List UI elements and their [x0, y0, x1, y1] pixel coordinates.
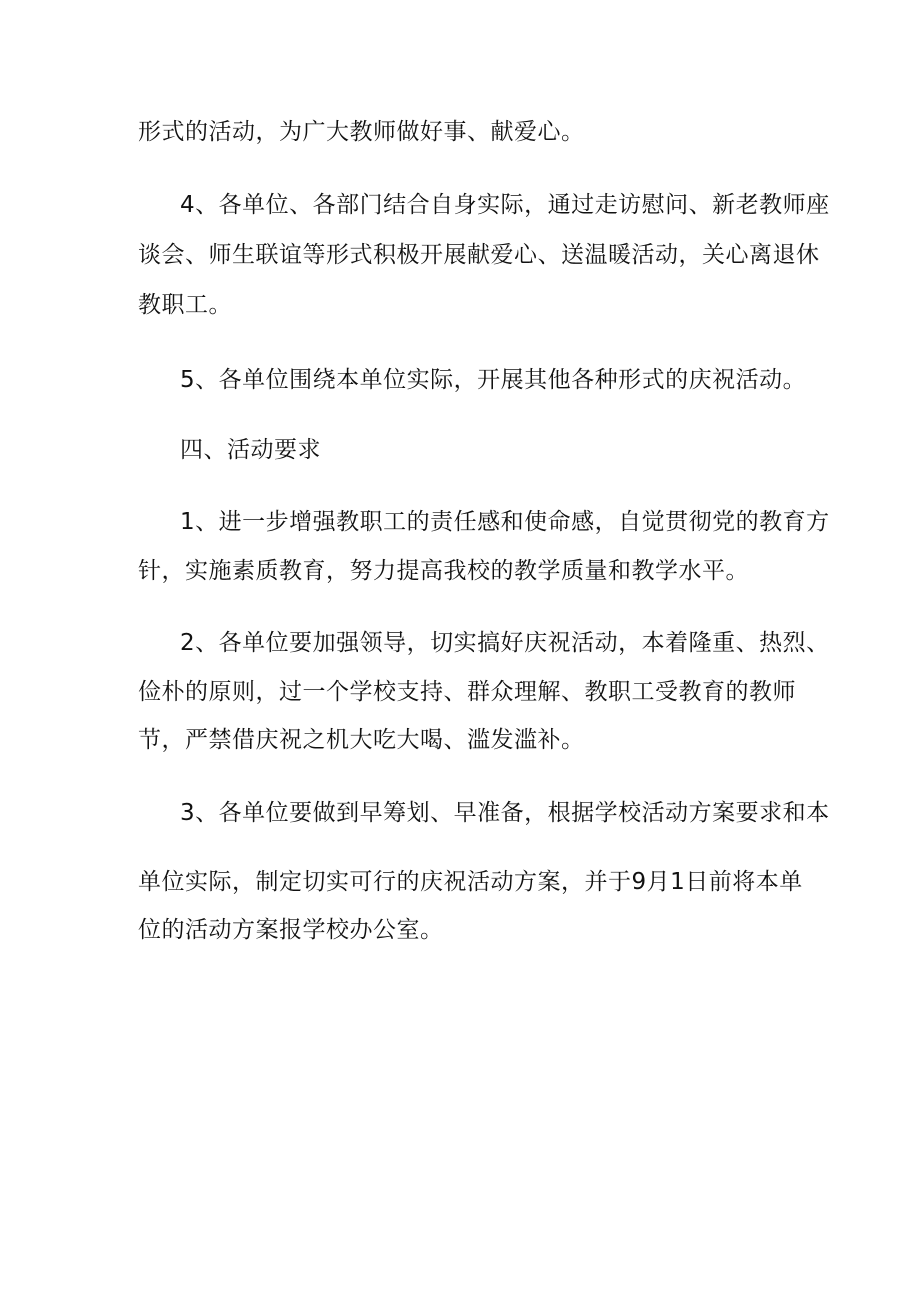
req-2-line-3: 节，严禁借庆祝之机大吃大喝、滥发滥补。 — [138, 727, 585, 753]
item-4-line-3: 教职工。 — [138, 292, 232, 318]
item-4-line-2: 谈会、师生联谊等形式积极开展献爱心、送温暖活动，关心离退休 — [138, 242, 820, 268]
req-3-line-3: 位的活动方案报学校办公室。 — [138, 917, 444, 943]
req-1-line-1: 1、进一步增强教职工的责任感和使命感，自觉贯彻党的教育方 — [180, 509, 830, 535]
req-2-line-1: 2、各单位要加强领导，切实搞好庆祝活动，本着隆重、热烈、 — [180, 630, 830, 656]
item-4-line-1: 4、各单位、各部门结合自身实际，通过走访慰问、新老教师座 — [180, 192, 830, 218]
req-1-line-2: 针，实施素质教育，努力提高我校的教学质量和教学水平。 — [138, 558, 749, 584]
req-3-line-2: 单位实际，制定切实可行的庆祝活动方案，并于9月1日前将本单 — [138, 869, 803, 895]
item-5-line-1: 5、各单位围绕本单位实际，开展其他各种形式的庆祝活动。 — [180, 367, 807, 393]
paragraph-3-end-line: 形式的活动，为广大教师做好事、献爱心。 — [138, 119, 585, 145]
req-2-line-2: 俭朴的原则，过一个学校支持、群众理解、教职工受教育的教师 — [138, 679, 796, 705]
req-3-line-1: 3、各单位要做到早筹划、早准备，根据学校活动方案要求和本 — [180, 800, 830, 826]
section-heading: 四、活动要求 — [180, 437, 321, 463]
